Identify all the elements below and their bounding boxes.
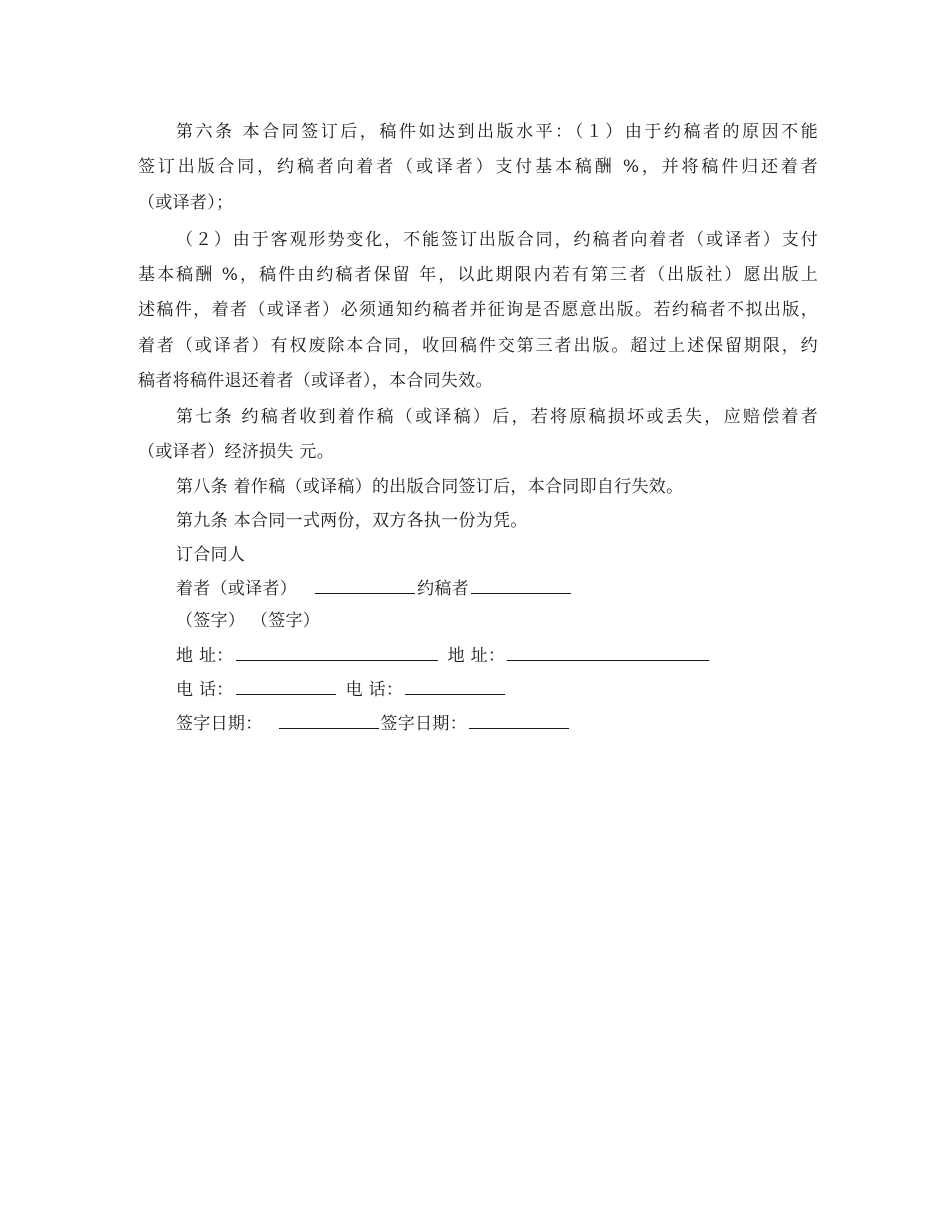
- solicitor-phone-field[interactable]: [405, 678, 505, 695]
- solicitor-label: 约稿者: [417, 579, 470, 599]
- article-6-line-3: （或译者）；: [138, 193, 234, 213]
- solicitor-date-field[interactable]: [469, 712, 569, 729]
- article-9: 第九条 本合同一式两份，双方各执一份为凭。: [176, 511, 528, 531]
- article-7-line-2: （或译者）经济损失 元。: [138, 442, 335, 462]
- date-label-left: 签字日期：: [176, 714, 263, 734]
- author-date-field[interactable]: [279, 712, 379, 729]
- sign-note: （签字） （签字）: [176, 611, 321, 631]
- author-label: 着者（或译者）: [176, 579, 298, 599]
- signature-heading: 订合同人: [176, 545, 246, 565]
- article-6-line-7: 着者（或译者）有权废除本合同，收回稿件交第三者出版。超过上述保留期限，约: [138, 336, 818, 356]
- address-row: [176, 644, 818, 667]
- signature-parties-row: [176, 577, 818, 600]
- article-6-line-6: 述稿件，着者（或译者）必须通知约稿者并征询是否愿意出版。若约稿者不拟出版，: [138, 300, 818, 320]
- date-label-right: 签字日期：: [380, 714, 467, 734]
- article-7-line-1: 第七条 约稿者收到着作稿（或译稿）后，若将原稿损坏或丢失，应赔偿着者: [176, 407, 818, 427]
- date-row: [176, 712, 818, 735]
- author-phone-field[interactable]: [236, 678, 336, 695]
- phone-row: [176, 678, 818, 701]
- author-signature-field[interactable]: [315, 577, 415, 594]
- article-6-line-1: 第六条 本合同签订后，稿件如达到出版水平：（１）由于约稿者的原因不能: [176, 122, 818, 142]
- article-6-line-2: 签订出版合同，约稿者向着者（或译者）支付基本稿酬 %，并将稿件归还着者: [138, 157, 818, 177]
- phone-label-left: 电 话：: [176, 680, 234, 700]
- article-6-line-5: 基本稿酬 %，稿件由约稿者保留 年，以此期限内若有第三者（出版社）愿出版上: [138, 265, 818, 285]
- article-8: 第八条 着作稿（或译稿）的出版合同签订后，本合同即自行失效。: [176, 477, 684, 497]
- article-6-line-4: （２）由于客观形势变化，不能签订出版合同，约稿者向着者（或译者）支付: [176, 230, 818, 250]
- author-address-field[interactable]: [236, 644, 438, 661]
- solicitor-signature-field[interactable]: [471, 577, 571, 594]
- article-6-line-8: 稿者将稿件退还着者（或译者），本合同失效。: [138, 371, 493, 391]
- phone-label-right: 电 话：: [345, 680, 404, 700]
- solicitor-address-field[interactable]: [507, 644, 709, 661]
- address-label-left: 地 址：: [176, 646, 234, 666]
- address-label-right: 地 址：: [447, 646, 506, 666]
